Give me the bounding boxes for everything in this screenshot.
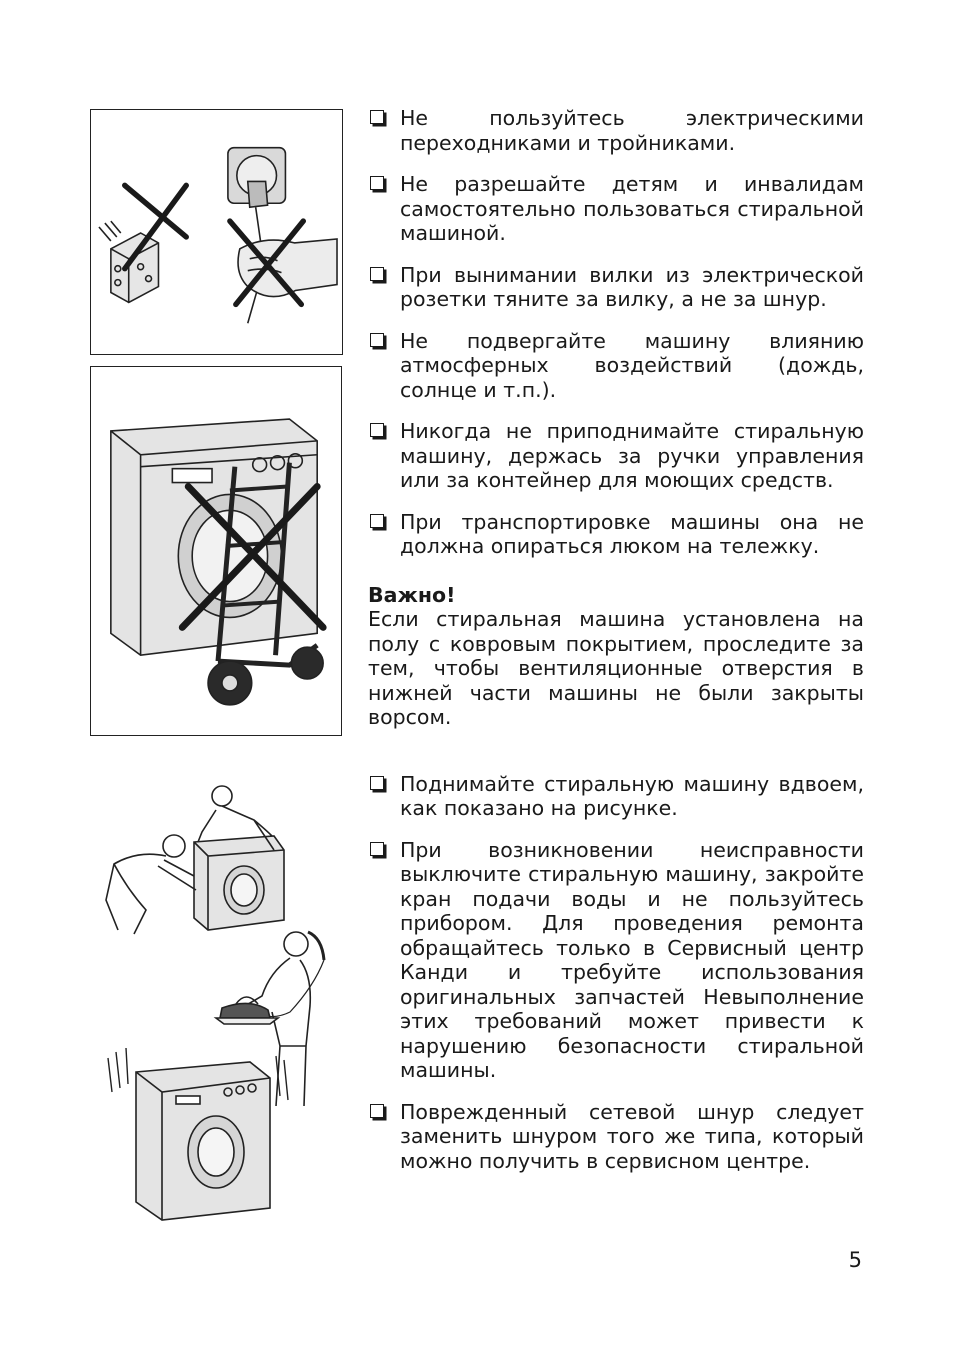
list-item (368, 1100, 864, 1174)
list-item (368, 329, 864, 403)
figure-phone-iron (100, 926, 340, 1224)
important-note (368, 583, 864, 730)
checkbox-bullet-icon (370, 176, 384, 190)
important-body: Если стиральная машина установлена на полу с ковровым покрытием, проследите за тем, чтобы вентиляционные отверстия в нижней части машины не были закрыты ворсом. (368, 607, 864, 729)
list-item (368, 263, 864, 312)
checkbox-bullet-icon (370, 842, 384, 856)
important-heading: Важно! (368, 582, 456, 607)
list-item (368, 106, 864, 155)
checkbox-bullet-icon (370, 423, 384, 437)
figure-hand-truck (90, 366, 342, 736)
adapter-plug-illustration (91, 110, 342, 354)
list-item-text: Поврежденный сетевой шнур следует заменить шнуром того же типа, который можно получить в сервисном центре. (400, 1099, 864, 1173)
list-item-text: При вынимании вилки из электрической розетки тяните за вилку, а не за шнур. (400, 262, 864, 311)
checkbox-bullet-icon (370, 333, 384, 347)
phone-iron-illustration (100, 926, 340, 1224)
list-item-text: При возникновении неисправности выключите стиральную машину, закройте кран подачи воды и не пользуйтесь прибором. Для проведения ремонта обращайтесь только в Сервисный центр Канди и требуйте использования оригинальных запчастей Невыполнение этих требований может привести к нарушению безопасности стиральной машины. (400, 837, 864, 1082)
hand-truck-illustration (91, 367, 341, 735)
list-item (368, 510, 864, 559)
list-item (368, 172, 864, 246)
list-item-text: Не разрешайте детям и инвалидам самостоятельно пользоваться стиральной машиной. (400, 172, 864, 245)
checkbox-bullet-icon (370, 1104, 384, 1118)
page-number: 5 (848, 1248, 862, 1272)
text-column (368, 106, 864, 1190)
list-item-text: При транспортировке машины она не должна опираться люком на тележку. (400, 509, 864, 558)
figure-lift-together (98, 780, 288, 940)
lift-together-illustration (98, 780, 288, 940)
list-item-text: Никогда не приподнимайте стиральную машину, держась за ручки управления или за контейнер для моющих средств. (400, 419, 864, 492)
checkbox-bullet-icon (370, 110, 384, 124)
list-item-text: Не пользуйтесь электрическими переходниками и тройниками. (400, 106, 864, 155)
checkbox-bullet-icon (370, 776, 384, 790)
list-item-text: Не подвергайте машину влиянию атмосферных воздействий (дождь, солнце и т.п.). (400, 328, 864, 402)
figure-adapter-plug (90, 109, 343, 355)
checkbox-bullet-icon (370, 514, 384, 528)
checkbox-bullet-icon (370, 267, 384, 281)
list-item (368, 419, 864, 493)
list-item (368, 772, 864, 821)
list-item (368, 838, 864, 1083)
list-item-text: Поднимайте стиральную машину вдвоем, как показано на рисунке. (400, 771, 864, 820)
